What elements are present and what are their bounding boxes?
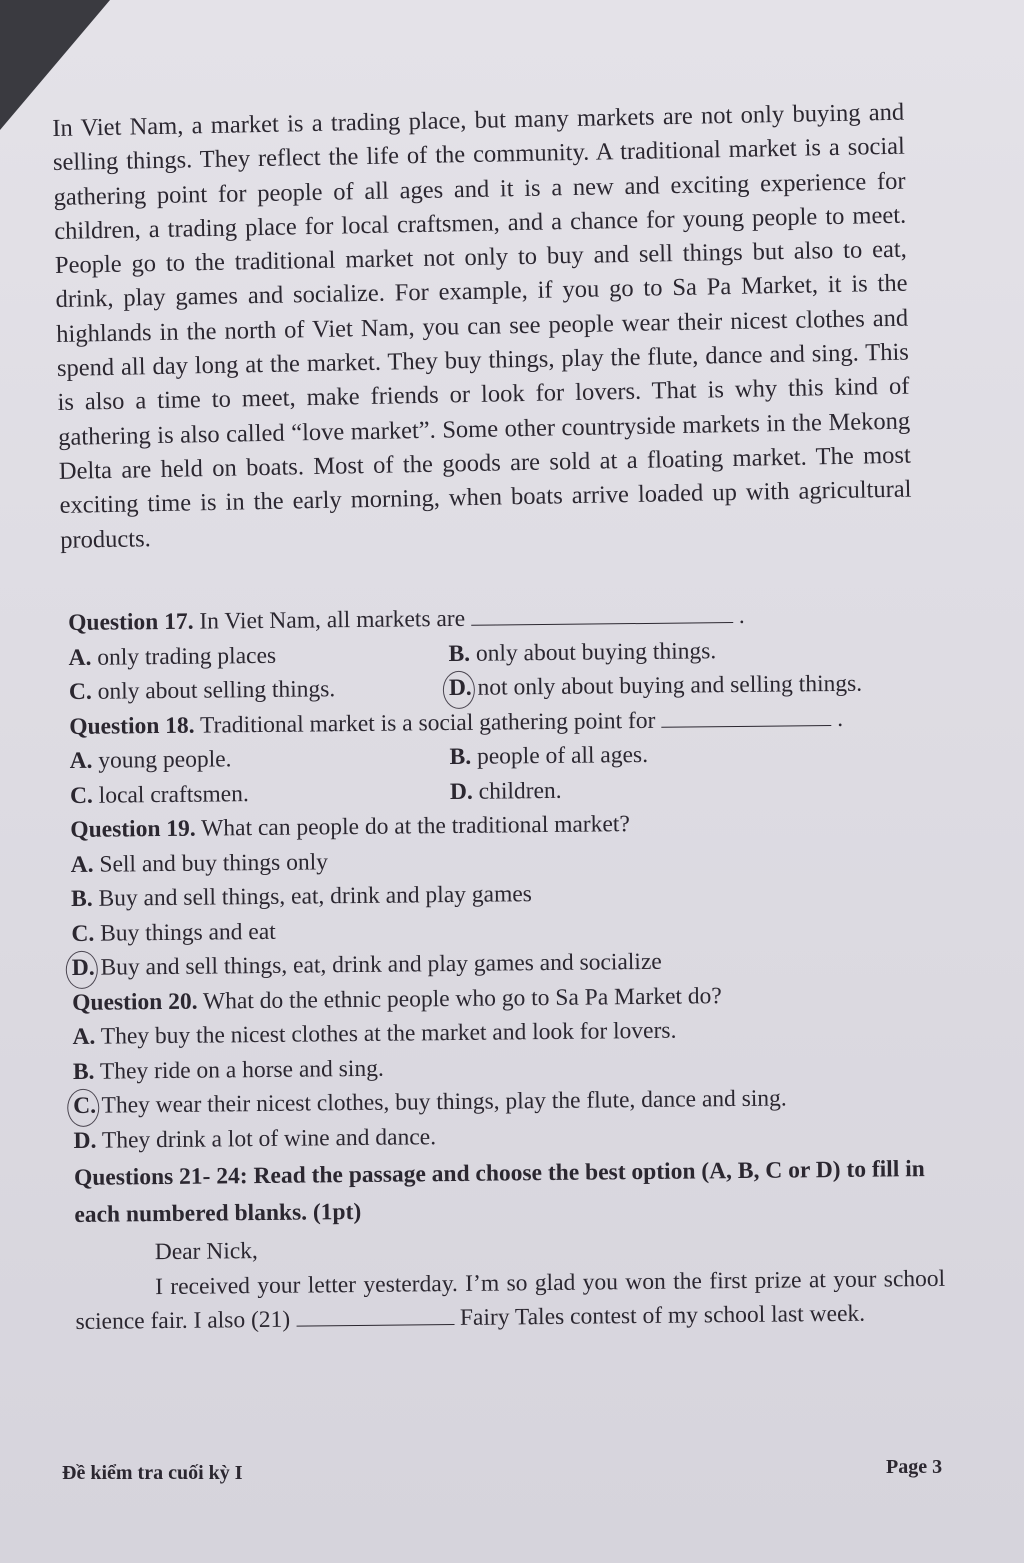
letter-line-1: I received your letter yesterday. I’m so glad you won the first prize at your school science fair. I also (21) [75,1265,946,1335]
question-17: Question 17. In Viet Nam, all markets are . [68,602,745,636]
question-18-text: Traditional market is a social gathering point for [199,707,656,739]
option-18d: D. children. [449,777,562,805]
section-heading: Questions 21- 24: Read the passage and choose the best option (A, B, C or D) to fill in each numbered blanks. (1pt) [73,1156,925,1228]
question-20-label: Question 20. [72,988,198,1016]
letter-body [75,1261,946,1339]
question-18: Question 18. Traditional market is a social gathering point for . [69,705,844,740]
option-20b: B. They ride on a horse and sing. [72,1055,384,1085]
option-19a: A. Sell and buy things only [70,848,329,878]
question-18-label: Question 18. [69,712,195,740]
option-20a: A. They buy the nicest clothes at the market and look for lovers. [72,1017,677,1050]
question-17-text: In Viet Nam, all markets are [199,605,466,635]
option-18c: C. local craftsmen. [69,780,249,809]
letter-line-2: Fairy Tales contest of my school last week. [459,1300,866,1331]
answer-blank [471,602,733,626]
answer-blank-21 [296,1304,454,1327]
option-20c: C. They wear their nicest clothes, buy things, play the flute, dance and sing. [73,1080,943,1124]
option-17c: C. only about selling things. [68,676,336,705]
circled-answer-mark: D. [72,951,95,986]
option-19b: B. Buy and sell things, eat, drink and play games [70,881,532,912]
reading-passage: In Viet Nam, a market is a trading place, but many markets are not only buying and selling things. They reflect the life of the community. A traditional market is a social gathering point for people of all ages and it is a new and exciting experience for children, a trading place for local craftsmen, and a chance for young people to meet. People go to the traditional market not only to buy and sell things but also to eat, drink, play games and socialize. For example, if you go to Sa Pa Market, it is the highlands in the north of Viet Nam, you can see people wear their nicest clothes and spend all day long at the market. They buy things, play the flute, dance and sing. This is also a time to meet, make friends or look for lovers. That is why this kind of gathering is also called “love market”. Some other countryside markets in the Mekong Delta are held on boats. Most of the goods are sold at a floating market. The most exciting time is in the early morning, when boats arrive loaded up with agricultural products. [52,98,912,554]
option-18a: A. young people. [69,746,232,774]
option-17a: A. only trading places [68,642,277,671]
question-17-label: Question 17. [68,608,194,636]
option-17d: D. not only about buying and selling things. [449,666,939,706]
answer-blank [661,705,831,728]
footer-exam-title: Đề kiểm tra cuối kỳ I [62,1462,243,1484]
letter [75,1227,946,1340]
option-19c: C. Buy things and eat [71,918,276,947]
circled-answer-mark: C. [73,1089,96,1124]
letter-greeting: Dear Nick, [154,1238,258,1266]
question-20-text: What do the ethnic people who go to Sa Pa Market do? [202,982,722,1015]
question-17-options [68,631,939,709]
option-17b: B. only about buying things. [448,637,717,667]
question-19-label: Question 19. [70,815,196,843]
question-block [68,597,946,1340]
question-18-options [69,735,940,813]
option-19d: D. Buy and sell things, eat, drink and play games and socialize [72,942,942,986]
option-20d: D. They drink a lot of wine and dance. [73,1123,437,1154]
page-number: Page 3 [886,1456,943,1478]
question-19-text: What can people do at the traditional market? [201,811,630,842]
circled-answer-mark: D. [449,671,472,706]
option-18b: B. people of all ages. [449,741,649,771]
